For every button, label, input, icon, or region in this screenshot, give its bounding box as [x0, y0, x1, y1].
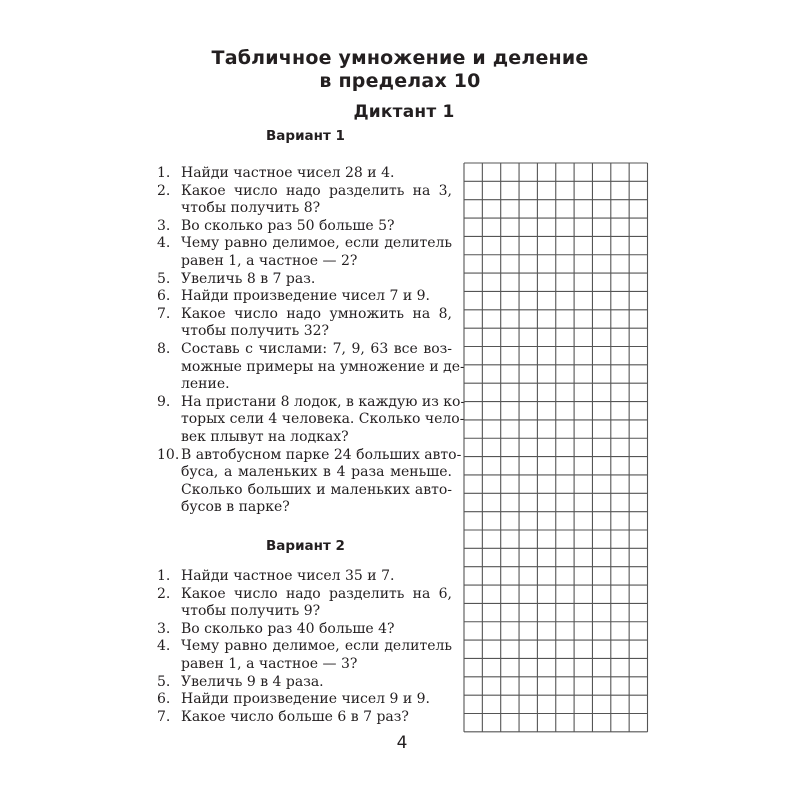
task-item — [157, 691, 452, 709]
task-item — [157, 288, 452, 306]
task-text-line: Найди произведение чисел 7 и 9. — [181, 288, 430, 305]
task-item — [157, 586, 452, 621]
task-text-line: Составь с числами: 7, 9, 63 все воз- — [181, 340, 452, 357]
task-text-line: век плывут на лодках? — [181, 428, 349, 445]
page-title-line2: в пределах 10 — [319, 70, 481, 92]
variant-1-task-list — [157, 165, 466, 517]
task-number: 1. — [157, 165, 171, 181]
task-text-line: бусов в парке? — [181, 499, 290, 516]
variant-2-heading: Вариант 2 — [266, 538, 345, 554]
page-title-line1: Табличное умножение и деление — [211, 47, 589, 69]
task-item — [157, 235, 452, 270]
task-item — [157, 271, 452, 289]
task-text-line: торых сели 4 человека. Сколько чело- — [181, 411, 465, 428]
task-number: 10. — [157, 446, 180, 463]
task-text-line: буса, а маленьких в 4 раза меньше. — [181, 464, 452, 481]
task-item — [157, 393, 466, 447]
task-text-line: Найди частное чисел 35 и 7. — [181, 568, 395, 584]
task-number: 4. — [157, 638, 171, 655]
task-item — [157, 340, 465, 394]
task-item — [157, 709, 452, 727]
task-text-line: Найди частное чисел 28 и 4. — [181, 165, 395, 181]
task-number: 5. — [157, 270, 171, 287]
task-text-line: На пристани 8 лодок, в каждую из ко- — [181, 393, 466, 410]
variant-1-heading: Вариант 1 — [266, 128, 345, 144]
task-text-line: чтобы получить 9? — [181, 603, 321, 620]
task-number: 4. — [157, 235, 171, 252]
task-number: 2. — [157, 585, 171, 602]
task-item — [157, 306, 452, 341]
task-number: 3. — [157, 620, 171, 637]
task-text-line: Сколько больших и маленьких авто- — [181, 481, 452, 498]
task-text-line: Во сколько раз 50 больше 5? — [181, 217, 395, 234]
task-text-line: Во сколько раз 40 больше 4? — [181, 620, 395, 637]
task-number: 7. — [157, 305, 171, 322]
task-text-line: Чему равно делимое, если делитель — [181, 235, 452, 252]
task-number: 6. — [157, 288, 171, 305]
task-number: 5. — [157, 673, 171, 690]
task-item — [157, 165, 452, 183]
task-item — [157, 183, 452, 218]
task-item — [157, 218, 452, 236]
task-number: 1. — [157, 568, 171, 584]
task-text-line: Какое число надо умножить на 8, — [181, 305, 452, 322]
task-text-line: В автобусном парке 24 больших авто- — [181, 446, 462, 463]
task-number: 3. — [157, 217, 171, 234]
page-number: 4 — [396, 733, 408, 753]
task-item — [157, 638, 452, 673]
task-item — [157, 446, 462, 517]
task-number: 6. — [157, 691, 171, 708]
task-text-line: можные примеры на умножение и де- — [181, 358, 465, 375]
task-number: 9. — [157, 393, 171, 410]
task-text-line: Увеличь 9 в 4 раза. — [181, 673, 324, 690]
answer-grid — [463, 162, 649, 733]
task-text-line: Чему равно делимое, если делитель — [181, 638, 452, 655]
task-number: 2. — [157, 182, 171, 199]
task-number: 7. — [157, 708, 171, 725]
task-item — [157, 621, 452, 639]
task-text-line: Какое число больше 6 в 7 раз? — [181, 708, 409, 725]
variant-2-task-list — [157, 568, 452, 726]
task-text-line: ление. — [181, 376, 230, 393]
task-text-line: Найди произведение чисел 9 и 9. — [181, 691, 430, 708]
task-text-line: равен 1, а частное — 3? — [181, 655, 358, 672]
task-text-line: Какое число надо разделить на 3, — [181, 182, 452, 199]
task-number: 8. — [157, 340, 171, 357]
task-text-line: Увеличь 8 в 7 раз. — [181, 270, 316, 287]
task-text-line: чтобы получить 8? — [181, 200, 321, 217]
task-text-line: Какое число надо разделить на 6, — [181, 585, 452, 602]
task-text-line: равен 1, а частное — 2? — [181, 252, 358, 269]
task-text-line: чтобы получить 32? — [181, 323, 330, 340]
task-item — [157, 674, 452, 692]
task-item — [157, 568, 452, 586]
dictation-title: Диктант 1 — [353, 102, 455, 122]
